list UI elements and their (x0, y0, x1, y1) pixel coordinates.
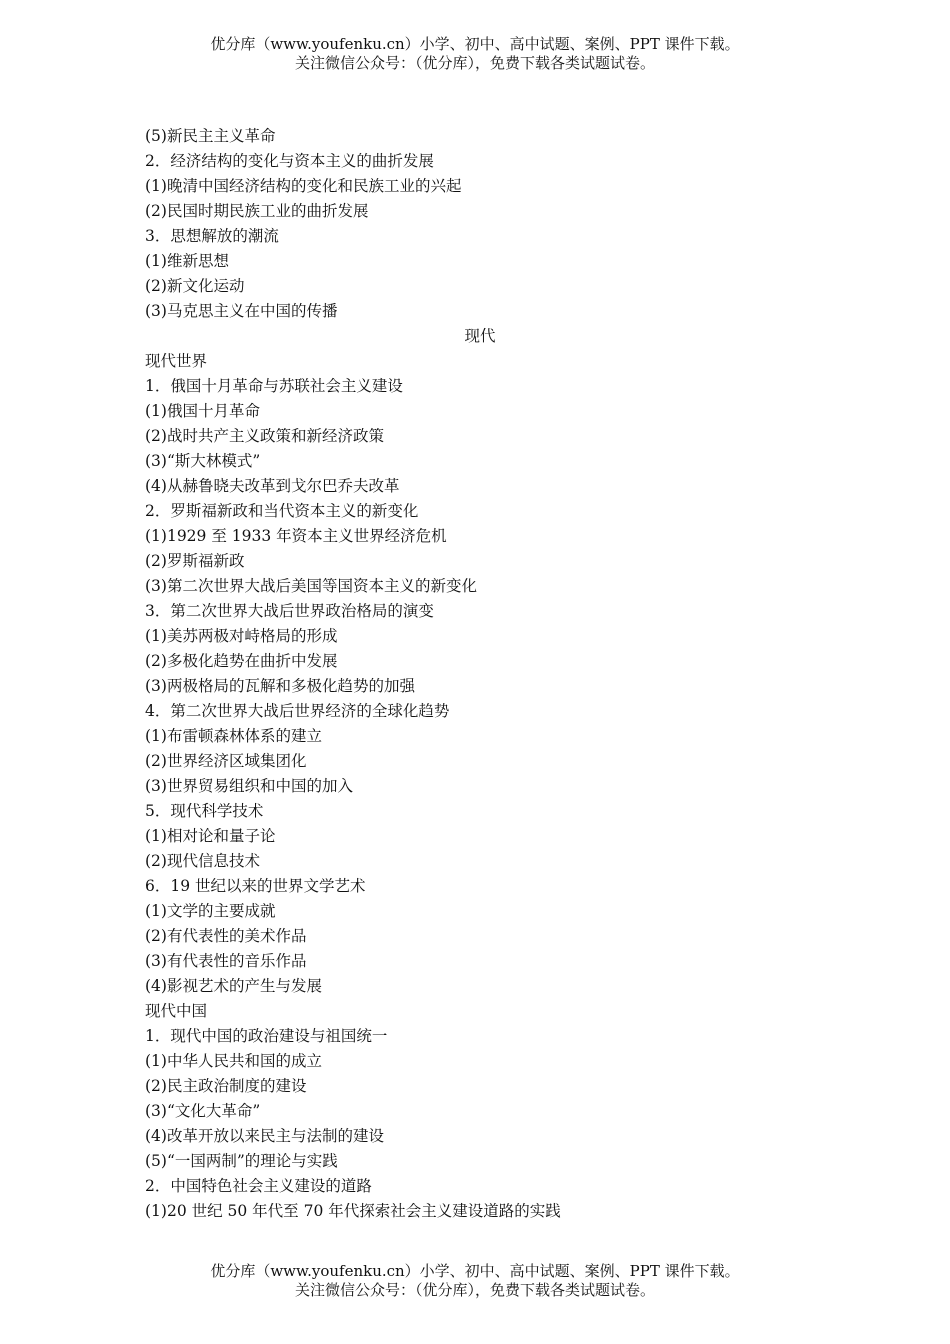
part-heading: 现代世界 (145, 352, 208, 370)
header-line-1: 优分库（www.youfenku.cn）小学、初中、高中试题、案例、PPT 课件下载。 (210, 35, 740, 53)
text-line: (2)有代表性的美术作品 (145, 927, 307, 945)
text-line: (3)有代表性的音乐作品 (145, 952, 307, 970)
footer-line-1: 优分库（www.youfenku.cn）小学、初中、高中试题、案例、PPT 课件下载。 (210, 1262, 740, 1280)
section-heading: 2．中国特色社会主义建设的道路 (145, 1177, 372, 1195)
section-heading: 5．现代科学技术 (145, 802, 264, 820)
text-line: (1)俄国十月革命 (145, 402, 260, 420)
text-line: (3)“文化大革命” (145, 1102, 261, 1120)
section-heading: 6．19 世纪以来的世界文学艺术 (145, 877, 366, 895)
page-footer (0, 1262, 950, 1300)
text-line: (2)民主政治制度的建设 (145, 1077, 307, 1095)
text-line: (2)世界经济区域集团化 (145, 752, 307, 770)
text-line: (1)20 世纪 50 年代至 70 年代探索社会主义建设道路的实践 (145, 1202, 561, 1220)
section-heading: 1．现代中国的政治建设与祖国统一 (145, 1027, 388, 1045)
section-heading: 2．经济结构的变化与资本主义的曲折发展 (145, 152, 434, 170)
text-line: (5)“一国两制”的理论与实践 (145, 1152, 338, 1170)
text-line: (2)战时共产主义政策和新经济政策 (145, 427, 384, 445)
text-line: (1)布雷顿森林体系的建立 (145, 727, 322, 745)
text-line: (1)美苏两极对峙格局的形成 (145, 627, 338, 645)
text-line: (3)世界贸易组织和中国的加入 (145, 777, 353, 795)
document-body (145, 124, 825, 1224)
section-heading: 4．第二次世界大战后世界经济的全球化趋势 (145, 702, 450, 720)
text-line: (4)改革开放以来民主与法制的建设 (145, 1127, 384, 1145)
text-line: (2)民国时期民族工业的曲折发展 (145, 202, 369, 220)
text-line: (4)从赫鲁晓夫改革到戈尔巴乔夫改革 (145, 477, 400, 495)
text-line: (3)第二次世界大战后美国等国资本主义的新变化 (145, 577, 477, 595)
section-heading: 2．罗斯福新政和当代资本主义的新变化 (145, 502, 419, 520)
text-line: (2)新文化运动 (145, 277, 245, 295)
footer-line-2: 关注微信公众号：（优分库），免费下载各类试题试卷。 (294, 1281, 655, 1299)
text-line: (1)晚清中国经济结构的变化和民族工业的兴起 (145, 177, 462, 195)
text-line: (1)文学的主要成就 (145, 902, 276, 920)
page-header (0, 35, 950, 73)
era-title: 现代 (464, 327, 496, 345)
text-line: (1)维新思想 (145, 252, 229, 270)
text-line: (3)马克思主义在中国的传播 (145, 302, 338, 320)
text-line: (2)多极化趋势在曲折中发展 (145, 652, 338, 670)
text-line: (2)罗斯福新政 (145, 552, 245, 570)
text-line: (5)新民主主义革命 (145, 127, 276, 145)
section-heading: 3．思想解放的潮流 (145, 227, 279, 245)
text-line: (3)“斯大林模式” (145, 452, 261, 470)
section-heading: 1．俄国十月革命与苏联社会主义建设 (145, 377, 403, 395)
text-line: (1)相对论和量子论 (145, 827, 276, 845)
section-heading: 3．第二次世界大战后世界政治格局的演变 (145, 602, 434, 620)
part-heading: 现代中国 (145, 1002, 208, 1020)
text-line: (1)中华人民共和国的成立 (145, 1052, 322, 1070)
text-line: (2)现代信息技术 (145, 852, 260, 870)
text-line: (4)影视艺术的产生与发展 (145, 977, 322, 995)
text-line: (3)两极格局的瓦解和多极化趋势的加强 (145, 677, 415, 695)
text-line: (1)1929 至 1933 年资本主义世界经济危机 (145, 527, 447, 545)
header-line-2: 关注微信公众号：（优分库），免费下载各类试题试卷。 (294, 54, 655, 72)
